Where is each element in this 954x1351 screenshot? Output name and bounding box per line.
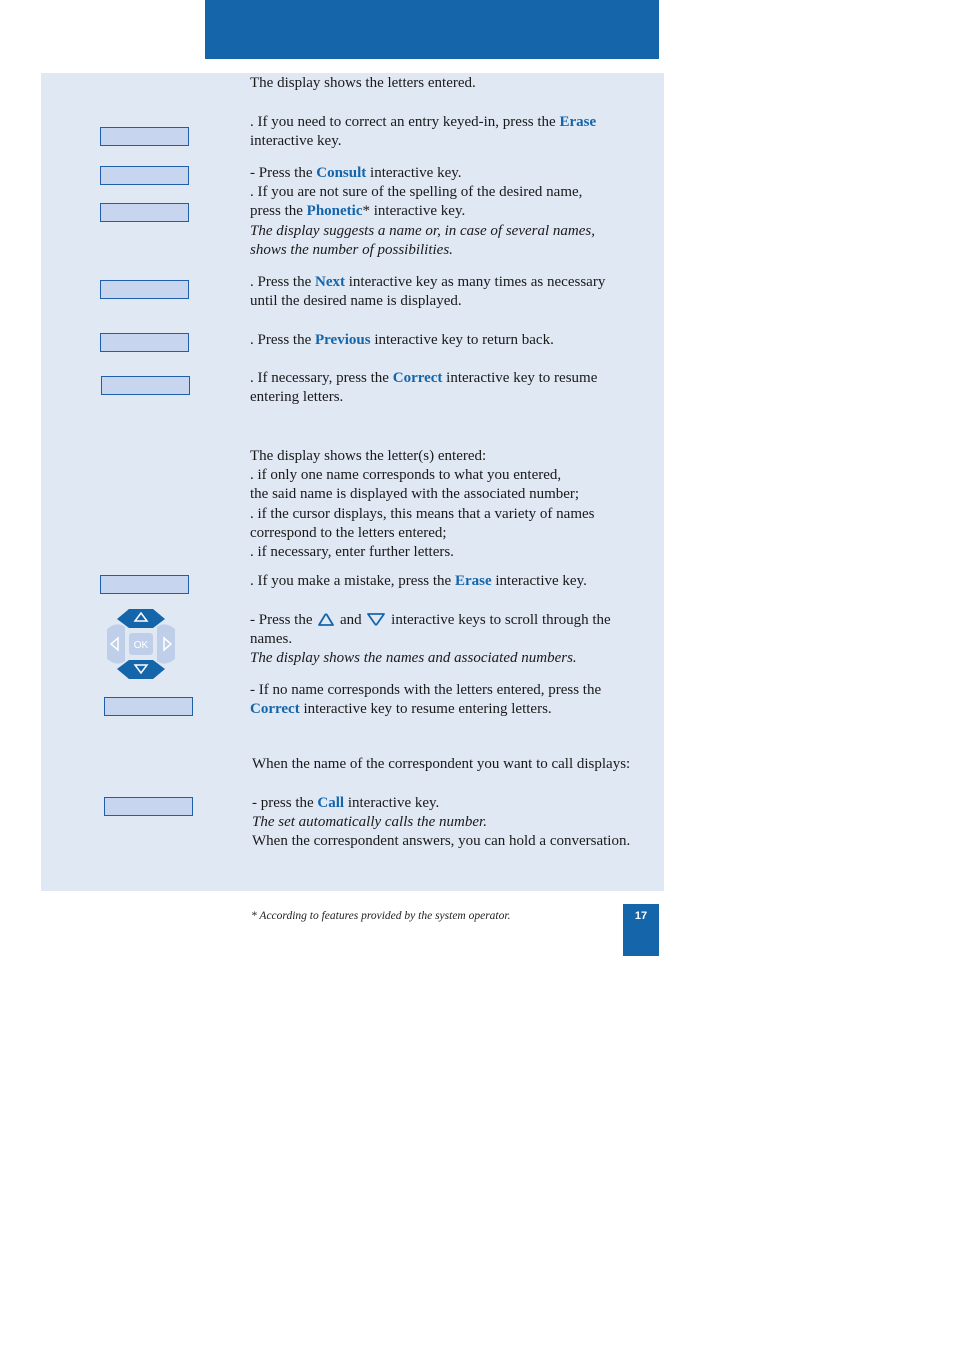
erase-softkey-2[interactable] xyxy=(100,575,189,594)
text-segment: interactive key. xyxy=(250,133,342,150)
para-previous xyxy=(250,331,660,350)
text-segment: interactive key to return back. xyxy=(370,332,554,348)
text-line: The display shows the letters entered. xyxy=(250,75,476,91)
para-consult-phonetic xyxy=(250,164,660,260)
text-segment: interactive keys to scroll through the xyxy=(387,612,611,628)
correct-softkey[interactable] xyxy=(101,376,190,395)
text-segment: - Press the xyxy=(250,165,317,181)
previous-keyword: Previous xyxy=(315,332,371,348)
correct-keyword: Correct xyxy=(392,370,443,386)
para-erase xyxy=(250,113,660,151)
text-line: until the desired name is displayed. xyxy=(250,293,462,310)
text-line: the said name is displayed with the associated number; xyxy=(250,486,580,503)
header-band xyxy=(205,0,659,59)
text-line: . if only one name corresponds to what you entered, xyxy=(250,467,562,484)
call-softkey[interactable] xyxy=(104,797,193,816)
text-segment: - press the xyxy=(252,795,318,811)
text-line: . if necessary, enter further letters. xyxy=(250,544,454,561)
ok-key-label: OK xyxy=(133,640,149,651)
navigation-pad xyxy=(103,607,179,681)
para-letters-entered xyxy=(250,447,660,562)
para-scroll xyxy=(250,611,660,669)
correct-softkey-2[interactable] xyxy=(104,697,193,716)
nav-down-key[interactable] xyxy=(117,660,165,679)
page-number: 17 xyxy=(623,904,659,956)
text-line: correspond to the letters entered; xyxy=(250,524,447,541)
consult-softkey[interactable] xyxy=(100,166,189,185)
italic-note: shows the number of possibilities. xyxy=(250,241,453,258)
call-keyword: Call xyxy=(317,795,345,811)
up-arrow-icon xyxy=(316,612,336,627)
italic-note: The set automatically calls the number. xyxy=(252,814,487,831)
para-mistake xyxy=(250,572,660,591)
text-line: When the name of the correspondent you want to call displays: xyxy=(252,756,631,772)
down-arrow-icon xyxy=(365,612,387,627)
text-segment: interactive key. xyxy=(491,573,587,589)
text-line: - If no name corresponds with the letters entered, press the xyxy=(250,682,602,698)
next-keyword: Next xyxy=(315,274,345,290)
phonetic-keyword: Phonetic xyxy=(306,203,363,220)
erase-softkey[interactable] xyxy=(100,127,189,146)
erase-keyword: Erase xyxy=(559,114,597,130)
nav-left-key[interactable] xyxy=(107,624,125,663)
previous-softkey[interactable] xyxy=(100,333,189,352)
para-call xyxy=(252,794,662,852)
text-segment: - Press the xyxy=(250,612,317,628)
para-no-name xyxy=(250,681,660,719)
para-correct xyxy=(250,369,660,407)
erase-keyword-2: Erase xyxy=(454,573,492,589)
text-segment: interactive key as many times as necessary xyxy=(345,274,606,290)
text-segment: * interactive key. xyxy=(362,203,466,220)
text-segment: and xyxy=(336,612,366,628)
text-segment: press the xyxy=(250,203,307,220)
italic-note: The display suggests a name or, in case of several names, xyxy=(250,222,595,239)
text-segment: . Press the xyxy=(250,332,315,348)
text-segment: . If you make a mistake, press the xyxy=(250,573,455,589)
para-call-intro xyxy=(252,755,662,774)
footnote: * According to features provided by the system operator. xyxy=(251,910,511,922)
text-segment: interactive key. xyxy=(366,165,462,181)
text-segment: . Press the xyxy=(250,274,315,290)
text-segment: interactive key to resume entering letters. xyxy=(299,701,552,718)
text-line: . if the cursor displays, this means that a variety of names xyxy=(250,505,595,522)
text-line: names. xyxy=(250,631,293,648)
text-segment: interactive key to resume xyxy=(442,370,598,386)
text-line: . If you are not sure of the spelling of the desired name, xyxy=(250,184,583,201)
consult-keyword: Consult xyxy=(316,165,367,181)
text-segment: interactive key. xyxy=(344,795,440,811)
text-line: entering letters. xyxy=(250,389,344,406)
text-line: When the correspondent answers, you can hold a conversation. xyxy=(252,833,631,850)
correct-keyword-2: Correct xyxy=(250,701,300,718)
para-display-letters xyxy=(250,74,660,93)
next-softkey[interactable] xyxy=(100,280,189,299)
text-segment: . If you need to correct an entry keyed-in, press the xyxy=(250,114,560,130)
para-next xyxy=(250,273,660,311)
text-segment: . If necessary, press the xyxy=(250,370,393,386)
phonetic-softkey[interactable] xyxy=(100,203,189,222)
text-line: The display shows the letter(s) entered: xyxy=(250,448,487,464)
italic-note: The display shows the names and associated numbers. xyxy=(250,650,577,667)
nav-right-key[interactable] xyxy=(157,624,175,663)
